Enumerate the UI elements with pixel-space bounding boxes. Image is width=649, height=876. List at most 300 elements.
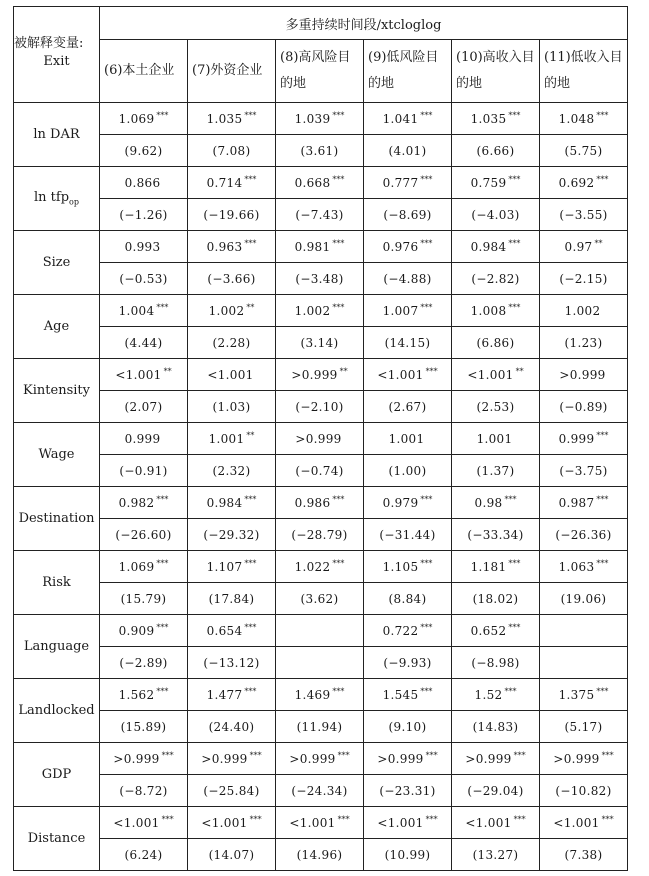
significance-stars: ***: [601, 751, 614, 760]
coefficient-cell: [188, 423, 276, 455]
coefficient-cell: [100, 807, 188, 839]
coefficient-value: 1.002: [294, 304, 331, 318]
coefficient-cell: [276, 231, 364, 263]
significance-stars: ***: [249, 751, 262, 760]
coefficient-cell: [100, 551, 188, 583]
significance-stars: ***: [513, 751, 526, 760]
significance-stars: **: [163, 367, 172, 376]
significance-stars: ***: [420, 559, 433, 568]
coefficient-cell: [540, 487, 628, 519]
coefficient-value: 1.562: [118, 688, 155, 702]
statistic-row: [14, 583, 628, 615]
coefficient-cell: [540, 679, 628, 711]
coefficient-value: 0.981: [294, 240, 331, 254]
coefficient-value: <1.001: [467, 368, 514, 382]
coefficient-cell: [540, 551, 628, 583]
coefficient-value: 0.976: [382, 240, 419, 254]
significance-stars: ***: [244, 623, 257, 632]
significance-stars: ***: [425, 815, 438, 824]
coefficient-cell: [188, 295, 276, 327]
coefficient-cell: [452, 231, 540, 263]
coefficient-cell: [452, 295, 540, 327]
z-statistic-cell: (14.07): [188, 839, 276, 871]
coefficient-value: >0.999: [289, 752, 336, 766]
z-statistic-cell: (9.62): [100, 135, 188, 167]
z-statistic-cell: (−26.60): [100, 519, 188, 551]
column-header: (9)低风险目的地: [364, 40, 452, 103]
z-statistic-cell: (−8.69): [364, 199, 452, 231]
column-header: (6)本土企业: [100, 40, 188, 103]
dependent-variable-name: Exit: [43, 54, 70, 69]
coefficient-cell: [364, 551, 452, 583]
z-statistic-cell: (−3.55): [540, 199, 628, 231]
coefficient-value: >0.999: [113, 752, 160, 766]
z-statistic-cell: (−25.84): [188, 775, 276, 807]
coefficient-value: 1.002: [564, 304, 601, 318]
column-header: (7)外资企业: [188, 40, 276, 103]
significance-stars: ***: [425, 367, 438, 376]
column-header: (10)高收入目的地: [452, 40, 540, 103]
z-statistic-cell: (15.79): [100, 583, 188, 615]
z-statistic-cell: (−3.66): [188, 263, 276, 295]
coefficient-cell: [188, 615, 276, 647]
coefficient-value: 0.668: [294, 176, 331, 190]
coefficient-value: 0.993: [124, 240, 161, 254]
coefficient-value: >0.999: [201, 752, 248, 766]
coefficient-cell: [452, 679, 540, 711]
z-statistic-cell: (−29.32): [188, 519, 276, 551]
coefficient-value: 1.004: [118, 304, 155, 318]
z-statistic-cell: (−24.34): [276, 775, 364, 807]
coefficient-value: 1.001: [476, 432, 513, 446]
statistic-row: [14, 327, 628, 359]
coefficient-row: [14, 231, 628, 263]
coefficient-cell: [452, 103, 540, 135]
coefficient-cell: [540, 295, 628, 327]
z-statistic-cell: (18.02): [452, 583, 540, 615]
z-statistic-cell: (7.08): [188, 135, 276, 167]
significance-stars: ***: [156, 303, 169, 312]
variable-name: [14, 231, 100, 295]
significance-stars: ***: [244, 239, 257, 248]
regression-table: [13, 6, 628, 871]
variable-label: GDP: [41, 767, 72, 782]
coefficient-cell: [100, 679, 188, 711]
significance-stars: ***: [601, 815, 614, 824]
coefficient-cell: [540, 167, 628, 199]
coefficient-cell: [452, 423, 540, 455]
significance-stars: ***: [244, 495, 257, 504]
z-statistic-cell: (2.53): [452, 391, 540, 423]
significance-stars: ***: [508, 303, 521, 312]
dependent-variable-label: 被解释变量:: [14, 36, 84, 51]
significance-stars: ***: [332, 239, 345, 248]
coefficient-row: [14, 423, 628, 455]
coefficient-cell: [364, 231, 452, 263]
variable-label: Risk: [42, 575, 71, 590]
coefficient-value: 1.007: [382, 304, 419, 318]
significance-stars: ***: [337, 751, 350, 760]
variable-name: [14, 423, 100, 487]
coefficient-value: 1.069: [118, 560, 155, 574]
coefficient-value: 1.063: [558, 560, 595, 574]
coefficient-cell: [452, 359, 540, 391]
coefficient-cell: [100, 359, 188, 391]
variable-label: Landlocked: [18, 703, 95, 718]
coefficient-cell: [540, 743, 628, 775]
z-statistic-cell: (1.37): [452, 455, 540, 487]
significance-stars: ***: [332, 111, 345, 120]
z-statistic-cell: (24.40): [188, 711, 276, 743]
z-statistic-cell: (14.15): [364, 327, 452, 359]
z-statistic-cell: (−8.98): [452, 647, 540, 679]
significance-stars: **: [339, 367, 348, 376]
statistic-row: [14, 519, 628, 551]
significance-stars: ***: [156, 623, 169, 632]
z-statistic-cell: (17.84): [188, 583, 276, 615]
significance-stars: ***: [596, 111, 609, 120]
coefficient-cell: [100, 615, 188, 647]
coefficient-value: <1.001: [207, 368, 254, 382]
z-statistic-cell: (3.61): [276, 135, 364, 167]
coefficient-cell: [188, 743, 276, 775]
coefficient-value: 1.107: [206, 560, 243, 574]
coefficient-value: 0.999: [558, 432, 595, 446]
statistic-row: [14, 711, 628, 743]
coefficient-row: [14, 167, 628, 199]
coefficient-cell: [364, 295, 452, 327]
coefficient-row: [14, 615, 628, 647]
coefficient-cell: [276, 679, 364, 711]
significance-stars: ***: [156, 559, 169, 568]
z-statistic-cell: (4.44): [100, 327, 188, 359]
coefficient-value: 0.759: [470, 176, 507, 190]
variable-label: ln DAR: [33, 127, 80, 142]
coefficient-value: 0.987: [558, 496, 595, 510]
significance-stars: ***: [332, 495, 345, 504]
z-statistic-cell: (1.03): [188, 391, 276, 423]
coefficient-value: 1.008: [470, 304, 507, 318]
coefficient-value: 0.982: [118, 496, 155, 510]
variable-name: [14, 679, 100, 743]
coefficient-value: 0.98: [474, 496, 503, 510]
z-statistic-cell: (6.24): [100, 839, 188, 871]
variable-label: Wage: [38, 447, 75, 462]
coefficient-value: 1.069: [118, 112, 155, 126]
z-statistic-cell: (19.06): [540, 583, 628, 615]
z-statistic-cell: (−0.53): [100, 263, 188, 295]
coefficient-cell: [452, 167, 540, 199]
statistic-row: [14, 263, 628, 295]
coefficient-value: 0.777: [382, 176, 419, 190]
variable-name: [14, 295, 100, 359]
significance-stars: ***: [420, 687, 433, 696]
variable-name: [14, 487, 100, 551]
coefficient-value: 1.105: [382, 560, 419, 574]
variable-name: [14, 615, 100, 679]
column-header: (11)低收入目的地: [540, 40, 628, 103]
coefficient-value: 1.041: [382, 112, 419, 126]
z-statistic-cell: (11.94): [276, 711, 364, 743]
coefficient-value: 0.979: [382, 496, 419, 510]
variable-name: [14, 167, 100, 231]
coefficient-row: [14, 103, 628, 135]
coefficient-cell: [100, 423, 188, 455]
coefficient-value: 1.181: [470, 560, 507, 574]
variable-label: Size: [42, 255, 71, 270]
coefficient-value: 0.909: [118, 624, 155, 638]
significance-stars: ***: [508, 111, 521, 120]
significance-stars: ***: [420, 111, 433, 120]
variable-name: [14, 551, 100, 615]
coefficient-value: >0.999: [295, 432, 342, 446]
coefficient-value: 1.022: [294, 560, 331, 574]
significance-stars: ***: [420, 623, 433, 632]
significance-stars: ***: [244, 687, 257, 696]
coefficient-value: 0.714: [206, 176, 243, 190]
coefficient-row: [14, 487, 628, 519]
significance-stars: ***: [425, 751, 438, 760]
coefficient-value: >0.999: [291, 368, 338, 382]
coefficient-row: [14, 807, 628, 839]
coefficient-value: 1.039: [294, 112, 331, 126]
z-statistic-cell: (−31.44): [364, 519, 452, 551]
coefficient-cell: [188, 359, 276, 391]
significance-stars: ***: [420, 175, 433, 184]
coefficient-cell: [364, 807, 452, 839]
table-body: [14, 103, 628, 871]
z-statistic-cell: (10.99): [364, 839, 452, 871]
coefficient-row: [14, 743, 628, 775]
significance-stars: ***: [332, 687, 345, 696]
coefficient-value: <1.001: [377, 368, 424, 382]
coefficient-cell: [364, 487, 452, 519]
z-statistic-cell: (−0.89): [540, 391, 628, 423]
z-statistic-cell: (7.38): [540, 839, 628, 871]
coefficient-cell: [452, 551, 540, 583]
z-statistic-cell: (−2.15): [540, 263, 628, 295]
significance-stars: ***: [513, 815, 526, 824]
coefficient-cell: [100, 295, 188, 327]
significance-stars: ***: [156, 495, 169, 504]
variable-label: ln tfp: [34, 190, 70, 206]
coefficient-cell: [100, 487, 188, 519]
coefficient-value: 0.984: [470, 240, 507, 254]
z-statistic-cell: (5.17): [540, 711, 628, 743]
z-statistic-cell: (−1.26): [100, 199, 188, 231]
coefficient-cell: [364, 423, 452, 455]
coefficient-value: 0.722: [382, 624, 419, 638]
coefficient-cell: [276, 167, 364, 199]
z-statistic-cell: (−26.36): [540, 519, 628, 551]
coefficient-cell: [188, 487, 276, 519]
significance-stars: **: [594, 239, 603, 248]
coefficient-value: <1.001: [113, 816, 160, 830]
z-statistic-cell: (8.84): [364, 583, 452, 615]
z-statistic-cell: (1.23): [540, 327, 628, 359]
z-statistic-cell: (−3.75): [540, 455, 628, 487]
coefficient-cell: [540, 615, 628, 647]
coefficient-cell: [540, 807, 628, 839]
coefficient-cell: [188, 231, 276, 263]
coefficient-value: 1.035: [206, 112, 243, 126]
coefficient-value: 1.52: [474, 688, 503, 702]
coefficient-value: 1.469: [294, 688, 331, 702]
coefficient-value: <1.001: [377, 816, 424, 830]
coefficient-cell: [364, 743, 452, 775]
coefficient-row: [14, 679, 628, 711]
coefficient-cell: [276, 295, 364, 327]
z-statistic-cell: (−33.34): [452, 519, 540, 551]
significance-stars: ***: [596, 431, 609, 440]
coefficient-cell: [188, 103, 276, 135]
variable-label: Kintensity: [23, 383, 90, 398]
coefficient-cell: [276, 615, 364, 647]
coefficient-cell: [188, 679, 276, 711]
variable-label: Age: [43, 319, 70, 334]
coefficient-cell: [188, 807, 276, 839]
z-statistic-cell: (−8.72): [100, 775, 188, 807]
significance-stars: ***: [596, 175, 609, 184]
z-statistic-cell: (−2.89): [100, 647, 188, 679]
significance-stars: ***: [596, 495, 609, 504]
z-statistic-cell: (1.00): [364, 455, 452, 487]
coefficient-cell: [276, 103, 364, 135]
coefficient-cell: [540, 423, 628, 455]
coefficient-cell: [540, 359, 628, 391]
coefficient-value: 0.999: [124, 432, 161, 446]
coefficient-row: [14, 295, 628, 327]
coefficient-value: 0.692: [558, 176, 595, 190]
z-statistic-cell: (3.14): [276, 327, 364, 359]
significance-stars: ***: [508, 623, 521, 632]
significance-stars: ***: [508, 175, 521, 184]
significance-stars: ***: [244, 111, 257, 120]
coefficient-value: >0.999: [377, 752, 424, 766]
significance-stars: ***: [420, 303, 433, 312]
coefficient-cell: [100, 743, 188, 775]
significance-stars: ***: [332, 175, 345, 184]
variable-label: Language: [23, 639, 90, 654]
coefficient-cell: [100, 167, 188, 199]
coefficient-value: >0.999: [465, 752, 512, 766]
coefficient-cell: [540, 231, 628, 263]
significance-stars: ***: [596, 687, 609, 696]
coefficient-cell: [364, 615, 452, 647]
significance-stars: **: [515, 367, 524, 376]
z-statistic-cell: (15.89): [100, 711, 188, 743]
dependent-variable-cell: [14, 7, 100, 103]
significance-stars: **: [246, 303, 255, 312]
coefficient-value: 1.545: [382, 688, 419, 702]
z-statistic-cell: (−4.88): [364, 263, 452, 295]
coefficient-value: <1.001: [201, 816, 248, 830]
coefficient-value: <1.001: [289, 816, 336, 830]
coefficient-value: 0.984: [206, 496, 243, 510]
coefficient-cell: [276, 743, 364, 775]
coefficient-value: 1.375: [558, 688, 595, 702]
z-statistic-cell: (−0.74): [276, 455, 364, 487]
z-statistic-cell: (2.28): [188, 327, 276, 359]
variable-name: [14, 359, 100, 423]
z-statistic-cell: (−4.03): [452, 199, 540, 231]
z-statistic-cell: (6.66): [452, 135, 540, 167]
coefficient-value: >0.999: [553, 752, 600, 766]
coefficient-value: 0.963: [206, 240, 243, 254]
significance-stars: ***: [161, 815, 174, 824]
z-statistic-cell: (13.27): [452, 839, 540, 871]
significance-stars: ***: [156, 111, 169, 120]
z-statistic-cell: (−9.93): [364, 647, 452, 679]
coefficient-cell: [540, 103, 628, 135]
z-statistic-cell: (14.83): [452, 711, 540, 743]
z-statistic-cell: (−13.12): [188, 647, 276, 679]
significance-stars: ***: [337, 815, 350, 824]
coefficient-cell: [452, 487, 540, 519]
variable-subscript: op: [69, 197, 79, 207]
z-statistic-cell: (2.67): [364, 391, 452, 423]
statistic-row: [14, 391, 628, 423]
coefficient-value: 0.652: [470, 624, 507, 638]
significance-stars: ***: [244, 175, 257, 184]
coefficient-value: 1.001: [388, 432, 425, 446]
statistic-row: [14, 455, 628, 487]
significance-stars: ***: [244, 559, 257, 568]
coefficient-row: [14, 359, 628, 391]
z-statistic-cell: (−28.79): [276, 519, 364, 551]
significance-stars: ***: [332, 559, 345, 568]
coefficient-value: <1.001: [465, 816, 512, 830]
significance-stars: ***: [508, 239, 521, 248]
coefficient-cell: [276, 807, 364, 839]
coefficient-value: <1.001: [115, 368, 162, 382]
statistic-row: [14, 775, 628, 807]
coefficient-cell: [100, 103, 188, 135]
significance-stars: ***: [249, 815, 262, 824]
significance-stars: ***: [504, 495, 517, 504]
z-statistic-cell: (5.75): [540, 135, 628, 167]
coefficient-cell: [276, 423, 364, 455]
coefficient-value: 0.97: [564, 240, 593, 254]
coefficient-cell: [452, 807, 540, 839]
significance-stars: ***: [420, 239, 433, 248]
z-statistic-cell: [540, 647, 628, 679]
z-statistic-cell: (3.62): [276, 583, 364, 615]
coefficient-value: 0.654: [206, 624, 243, 638]
coefficient-cell: [452, 743, 540, 775]
group-header: 多重持续时间段/xtcloglog: [100, 7, 628, 40]
statistic-row: [14, 647, 628, 679]
significance-stars: **: [246, 431, 255, 440]
coefficient-value: 1.002: [208, 304, 245, 318]
coefficient-value: 1.035: [470, 112, 507, 126]
statistic-row: [14, 839, 628, 871]
coefficient-cell: [100, 231, 188, 263]
z-statistic-cell: (−23.31): [364, 775, 452, 807]
coefficient-cell: [188, 167, 276, 199]
z-statistic-cell: (14.96): [276, 839, 364, 871]
coefficient-value: 1.001: [208, 432, 245, 446]
significance-stars: ***: [156, 687, 169, 696]
z-statistic-cell: (−29.04): [452, 775, 540, 807]
z-statistic-cell: (−2.10): [276, 391, 364, 423]
significance-stars: ***: [161, 751, 174, 760]
variable-name: [14, 807, 100, 871]
z-statistic-cell: [276, 647, 364, 679]
z-statistic-cell: (−10.82): [540, 775, 628, 807]
statistic-row: [14, 199, 628, 231]
variable-name: [14, 743, 100, 807]
